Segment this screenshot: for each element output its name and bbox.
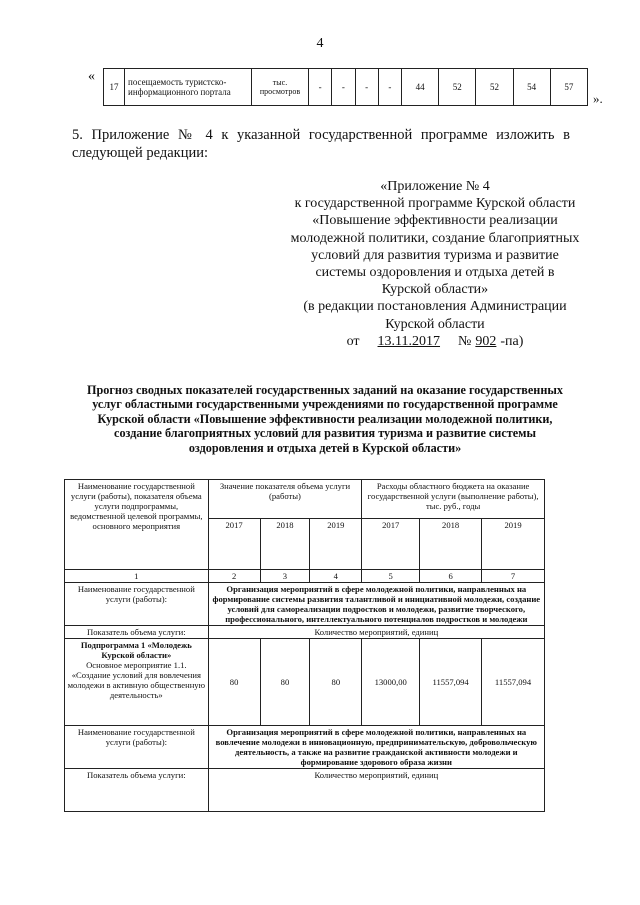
column-number: 7 (482, 570, 545, 583)
number-prefix: № (458, 333, 472, 349)
number-suffix: -па) (500, 333, 524, 349)
decree-number: 902 (475, 333, 497, 349)
indicator-name: посещаемость туристско-информационного портала (125, 69, 252, 106)
column-number: 5 (362, 570, 420, 583)
decree-date: 13.11.2017 (377, 333, 441, 349)
value-cell: 52 (476, 69, 513, 106)
quote-open: « (88, 69, 95, 84)
header-year: 2018 (420, 519, 482, 570)
table-row (65, 726, 545, 769)
appendix-header (290, 178, 580, 350)
subprogram-title: Подпрограмма 1 «Молодежь Курской области» (80, 640, 192, 660)
continuation-table (103, 68, 588, 106)
value-cell: 80 (310, 639, 362, 726)
column-number: 1 (65, 570, 209, 583)
service-name: Организация мероприятий в сфере молодежной политики, направленных на вовлечение молодежи в инновационную, предпринимательскую, добровольческую деятельность, а также на развитие гражданской активности молодежи и формирование здорового образа жизни (208, 726, 544, 769)
appendix-edition: (в редакции постановления Администрации Курской области (303, 299, 567, 332)
subprogram-cell (65, 639, 209, 726)
value-cell: 11557,094 (482, 639, 545, 726)
column-number: 3 (260, 570, 310, 583)
header-year: 2018 (260, 519, 310, 570)
row-number: 17 (104, 69, 125, 106)
header-service-name: Наименование государственной услуги (работы), показателя объема услуги подпрограммы, ведомственной целевой программы, основного мероприятия (65, 480, 209, 570)
service-name: Организация мероприятий в сфере молодежной политики, направленных на формирование системы развития талантливой и инициативной молодежи, создание условий для самореализации подростков и молодежи, развитие творческого, профессионального, интеллектуального потенциалов подростков и молодежи (208, 583, 544, 626)
table-row (65, 639, 545, 726)
indicator-label: Показатель объема услуги: (65, 769, 209, 812)
section-heading: Прогноз сводных показателей государственных заданий на оказание государственных услуг областными государственными учреждениями по государственной программе Курской области «Повышение эффективности реализации молодежной политики, создание благоприятных условий для развития туризма и развитие системы оздоровления и отдыха детей в Курской области» (87, 383, 563, 455)
indicator-label: Показатель объема услуги: (65, 626, 209, 639)
table-row (104, 69, 588, 106)
column-number: 4 (310, 570, 362, 583)
header-volume-group: Значение показателя объема услуги (работы) (208, 480, 362, 519)
header-expense-group: Расходы областного бюджета на оказание государственной услуги (выполнение работы), тыс. руб., годы (362, 480, 545, 519)
value-cell: - (355, 69, 378, 106)
unit-cell: тыс. просмотров (252, 69, 309, 106)
value-cell: - (332, 69, 355, 106)
column-number: 6 (420, 570, 482, 583)
appendix-dateline (290, 333, 580, 350)
appendix-body: к государственной программе Курской области «Повышение эффективности реализации молодежной политики, создание благоприятных условий для развития туризма и развитие системы оздоровления и отдыха детей в Курской области» (290, 196, 580, 298)
indicator-value: Количество мероприятий, единиц (208, 769, 544, 812)
item-5-paragraph: 5. Приложение № 4 к указанной государственной программе изложить в следующей редакции: (72, 127, 570, 161)
header-year: 2019 (310, 519, 362, 570)
table-column-numbers-row (65, 570, 545, 583)
table-row (65, 626, 545, 639)
value-cell: 80 (260, 639, 310, 726)
value-cell: 52 (439, 69, 476, 106)
value-cell: 54 (513, 69, 550, 106)
quote-close: ». (593, 91, 603, 106)
table-row (65, 769, 545, 812)
subprogram-description: Основное мероприятие 1.1. «Создание условий для вовлечения молодежи в активную общественную деятельность» (67, 660, 206, 700)
header-year: 2019 (482, 519, 545, 570)
service-label: Наименование государственной услуги (работы): (65, 726, 209, 769)
header-year: 2017 (362, 519, 420, 570)
page-number: 4 (316, 36, 324, 51)
table-header-row (65, 480, 545, 519)
value-cell: - (309, 69, 332, 106)
value-cell: 44 (402, 69, 439, 106)
value-cell: 57 (550, 69, 587, 106)
service-label: Наименование государственной услуги (работы): (65, 583, 209, 626)
value-cell: 80 (208, 639, 260, 726)
table-row (65, 583, 545, 626)
date-prefix: от (346, 333, 360, 349)
indicator-value: Количество мероприятий, единиц (208, 626, 544, 639)
header-year: 2017 (208, 519, 260, 570)
appendix-title: «Приложение № 4 (380, 179, 490, 194)
value-cell: 13000,00 (362, 639, 420, 726)
value-cell: 11557,094 (420, 639, 482, 726)
value-cell: - (378, 69, 401, 106)
column-number: 2 (208, 570, 260, 583)
forecast-table (64, 479, 545, 812)
